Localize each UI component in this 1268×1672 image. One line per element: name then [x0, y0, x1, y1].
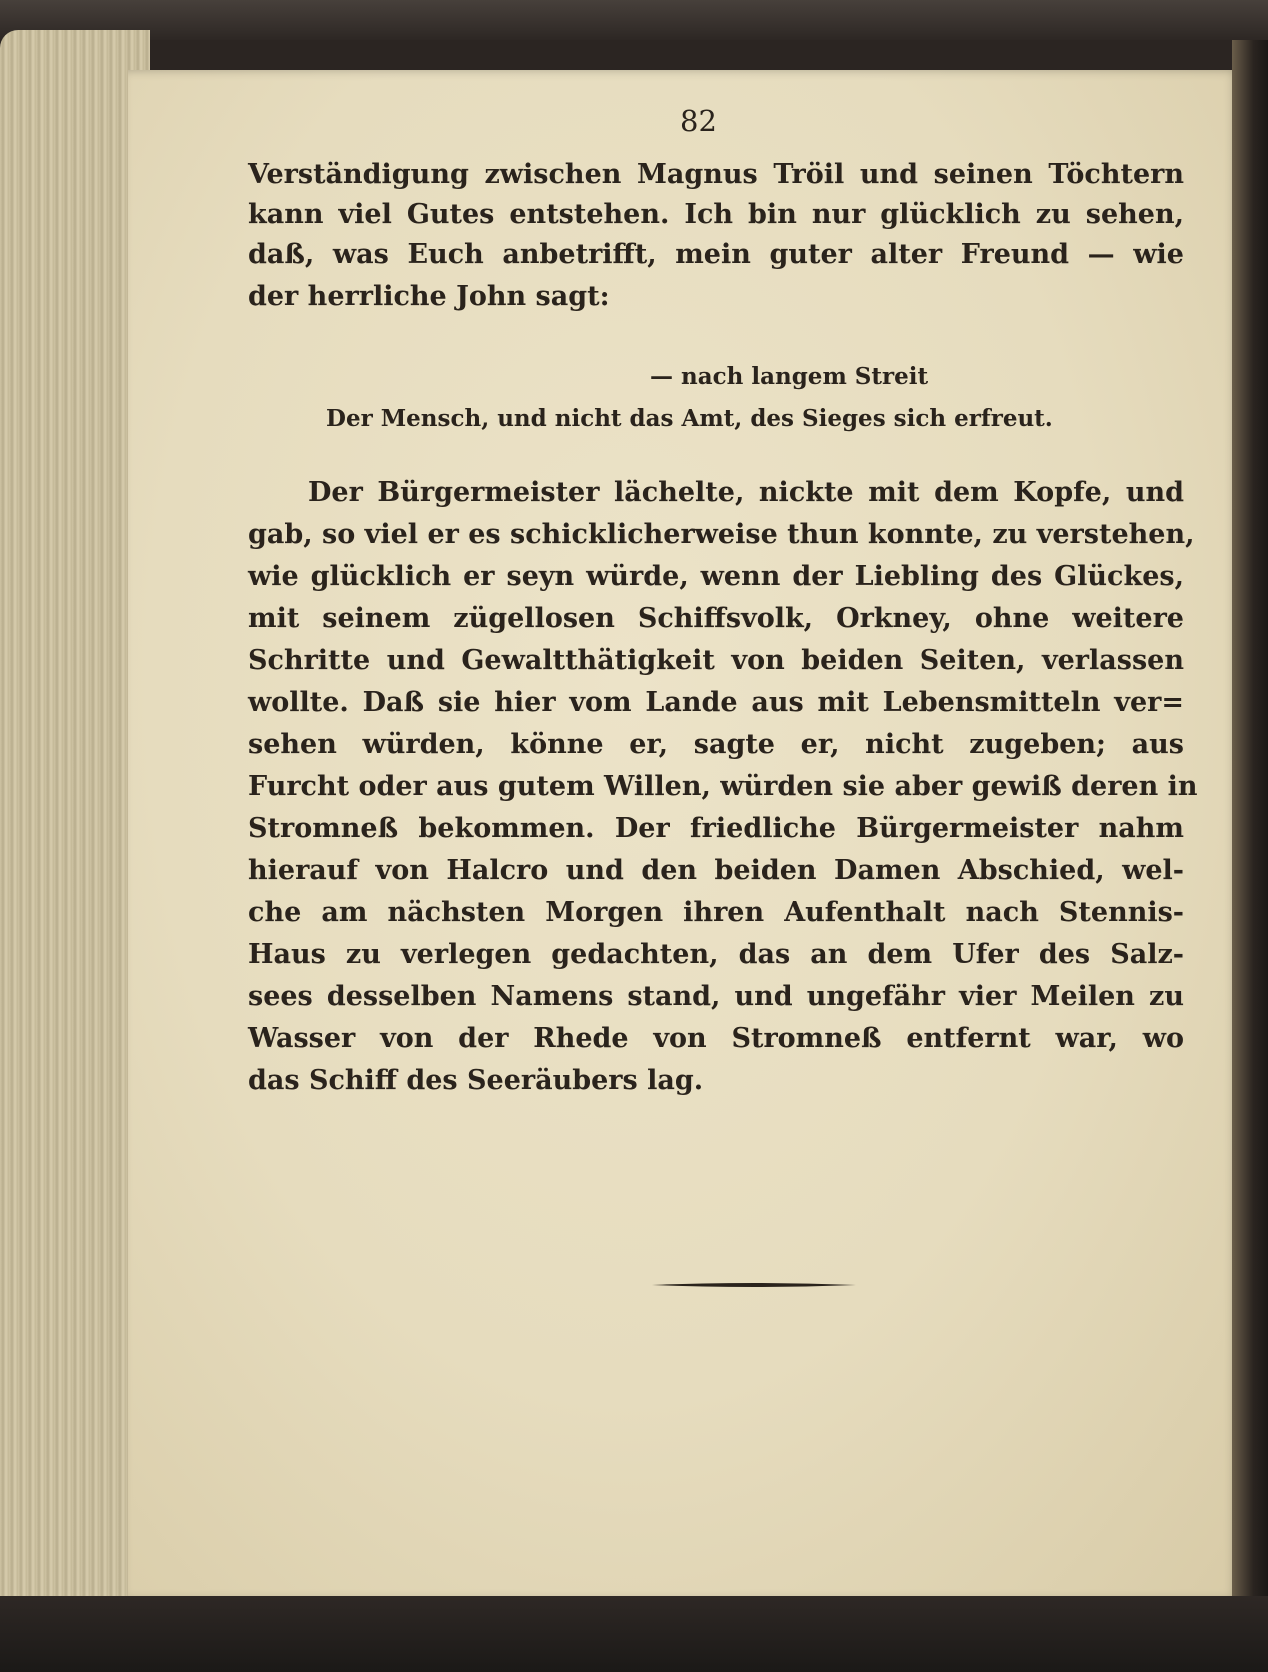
text-line: Der Bürgermeister lächelte, nickte mit dem Kopfe, und: [308, 477, 1184, 508]
book-gutter: [1232, 40, 1268, 1672]
section-divider: [652, 1282, 856, 1288]
text-line: Schritte und Gewaltthätigkeit von beiden Seiten, verlassen: [248, 645, 1184, 676]
text-line: Verständigung zwischen Magnus Tröil und seinen Töchtern: [248, 159, 1184, 190]
text-line: sehen würden, könne er, sagte er, nicht zugeben; aus: [248, 729, 1184, 760]
text-line: Haus zu verlegen gedachten, das an dem Ufer des Salz-: [248, 939, 1184, 970]
text-line: gab, so viel er es schicklicherweise thun konnte, zu verstehen,: [248, 519, 1195, 550]
text-line: hierauf von Halcro und den beiden Damen Abschied, wel-: [248, 855, 1184, 886]
text-line: daß, was Euch anbetrifft, mein guter alter Freund — wie: [248, 239, 1184, 270]
book-top-edge: [0, 0, 1268, 40]
text-line: Stromneß bekommen. Der friedliche Bürgermeister nahm: [248, 813, 1184, 844]
text-line: che am nächsten Morgen ihren Aufenthalt nach Stennis-: [248, 897, 1184, 928]
quote-line: Der Mensch, und nicht das Amt, des Sieges sich erfreut.: [326, 405, 1053, 432]
quote-line: — nach langem Streit: [650, 363, 929, 390]
page-number: 82: [680, 104, 717, 138]
text-line: wie glücklich er seyn würde, wenn der Liebling des Glückes,: [248, 561, 1184, 592]
text-line: mit seinem zügellosen Schiffsvolk, Orkney, ohne weitere: [248, 603, 1184, 634]
text-line: der herrliche John sagt:: [248, 281, 610, 312]
text-line: Furcht oder aus gutem Willen, würden sie aber gewiß deren in: [248, 771, 1198, 802]
text-line: sees desselben Namens stand, und ungefähr vier Meilen zu: [248, 981, 1184, 1012]
text-line: Wasser von der Rhede von Stromneß entfernt war, wo: [248, 1023, 1184, 1054]
text-line: wollte. Daß sie hier vom Lande aus mit Lebensmitteln ver=: [248, 687, 1184, 718]
book-bottom-edge: [0, 1596, 1268, 1672]
text-line: kann viel Gutes entstehen. Ich bin nur glücklich zu sehen,: [248, 199, 1184, 230]
text-line: das Schiff des Seeräubers lag.: [248, 1065, 704, 1096]
